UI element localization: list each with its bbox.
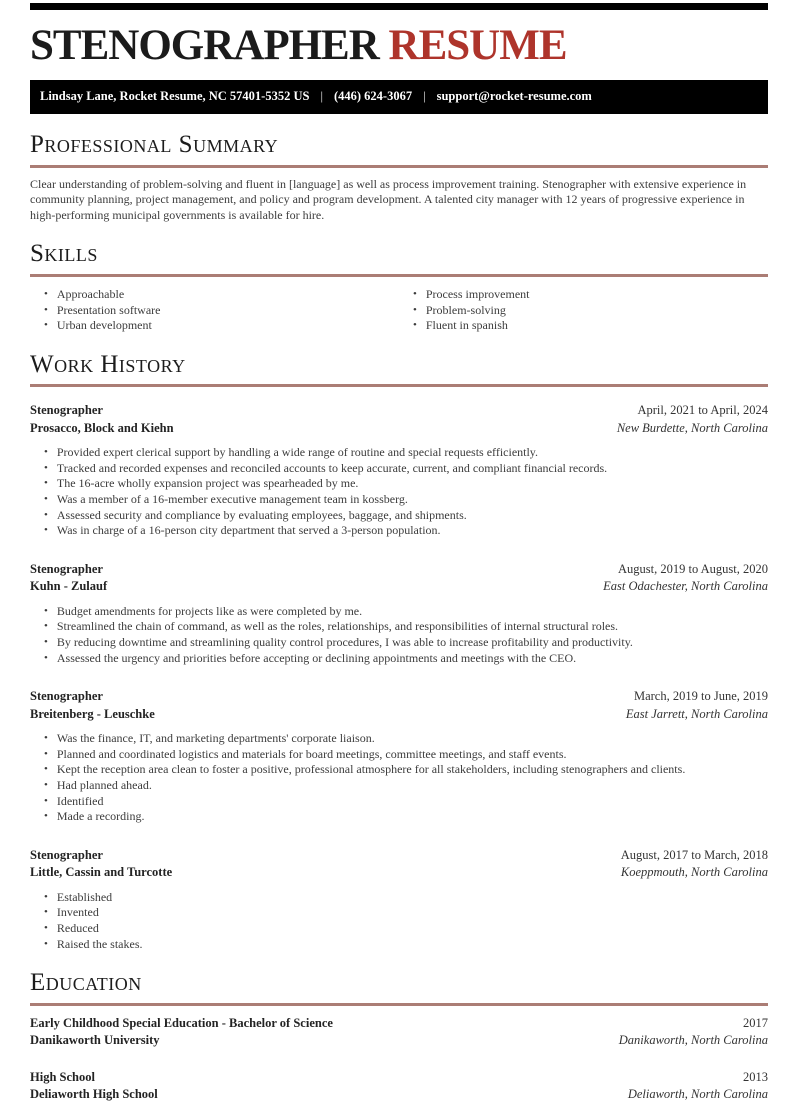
job-bullet-text: Kept the reception area clean to foster a positive, professional atmosphere for all stakeholders, including stenographers and clients. <box>56 762 686 777</box>
job-title-row <box>30 561 768 579</box>
skill-item <box>399 287 768 303</box>
bullet-dot-icon: • <box>44 763 48 776</box>
job-bullet <box>30 905 768 921</box>
job-bullet-text: By reducing downtime and streamlining quality control procedures, I was able to increase profitability and productivity. <box>56 634 633 649</box>
job-bullet <box>30 937 768 953</box>
job-title: Stenographer <box>30 561 103 576</box>
job-bullet-text: Budget amendments for projects like as were completed by me. <box>56 603 363 618</box>
education-degree: High School <box>30 1069 95 1084</box>
job-bullet-text: Had planned ahead. <box>56 777 152 792</box>
skills-column-right <box>399 287 768 334</box>
job-company-row <box>30 420 768 438</box>
bullet-dot-icon: • <box>413 303 417 316</box>
job-bullet-text: Raised the stakes. <box>56 936 143 951</box>
skill-item <box>30 303 399 319</box>
job-title: Stenographer <box>30 847 103 862</box>
job-bullet <box>30 619 768 635</box>
education-school: Danikaworth University <box>30 1033 160 1048</box>
skill-label: Problem-solving <box>425 302 506 317</box>
job-bullet-text: Was a member of a 16-member executive management team in kossberg. <box>56 492 408 506</box>
job-bullet-text: Streamlined the chain of command, as well as the roles, relationships, and responsibilities of internal structural roles. <box>56 619 619 634</box>
job-bullet <box>30 445 768 461</box>
education-school: Deliaworth High School <box>30 1087 158 1102</box>
job-bullet-text: The 16-acre wholly expansion project was spearheaded by me. <box>56 476 359 491</box>
skills-column-left <box>30 287 399 334</box>
education-degree-row <box>30 1015 768 1033</box>
contact-bar <box>30 80 768 114</box>
job-bullet <box>30 651 768 667</box>
bullet-dot-icon: • <box>44 461 48 474</box>
section-heading-summary: Professional Summary <box>30 131 279 159</box>
section-education <box>30 969 768 1104</box>
skill-label: Approachable <box>56 286 125 301</box>
job-dates: March, 2019 to June, 2019 <box>633 689 768 704</box>
bullet-dot-icon: • <box>44 493 48 505</box>
job-title: Stenographer <box>30 689 103 704</box>
bullet-dot-icon: • <box>44 890 48 903</box>
bullet-dot-icon: • <box>44 778 48 791</box>
job-company: Prosacco, Block and Kiehn <box>30 420 174 435</box>
contact-phone: (446) 624-3067 <box>333 89 413 104</box>
job-dates: August, 2017 to March, 2018 <box>620 847 768 862</box>
bullet-dot-icon: • <box>44 651 48 664</box>
bullet-dot-icon: • <box>413 287 417 300</box>
job-bullet-text: Assessed security and compliance by evaluating employees, baggage, and shipments. <box>56 507 467 522</box>
bullet-dot-icon: • <box>413 319 417 332</box>
job-bullet-text: Established <box>56 889 113 904</box>
job-location: Koeppmouth, North Carolina <box>620 865 768 880</box>
job-bullet <box>30 523 768 539</box>
job-bullet <box>30 731 768 747</box>
education-location: Deliaworth, North Carolina <box>627 1087 768 1102</box>
bullet-dot-icon: • <box>44 921 48 934</box>
job-location: East Jarrett, North Carolina <box>625 706 768 721</box>
job-bullet-list <box>30 731 768 825</box>
job-bullet <box>30 604 768 620</box>
job-company: Breitenberg - Leuschke <box>30 706 155 721</box>
job-company-row <box>30 578 768 596</box>
job-company-row <box>30 706 768 724</box>
job-bullet-text: Reduced <box>56 920 99 935</box>
job-dates: August, 2019 to August, 2020 <box>617 561 768 576</box>
education-year: 2013 <box>743 1069 768 1084</box>
bullet-dot-icon: • <box>44 635 48 648</box>
bullet-dot-icon: • <box>44 604 48 617</box>
job-title-row <box>30 688 768 706</box>
education-entry <box>30 1015 768 1050</box>
section-work-history <box>30 351 768 952</box>
section-rule <box>30 165 768 168</box>
job-bullet-text: Made a recording. <box>56 809 145 824</box>
job-title-row <box>30 847 768 865</box>
job-bullet <box>30 762 768 778</box>
job-title-row <box>30 402 768 420</box>
job-entry <box>30 688 768 825</box>
job-entry <box>30 847 768 952</box>
job-company-row <box>30 864 768 882</box>
job-bullet-list <box>30 445 768 539</box>
bullet-dot-icon: • <box>44 620 48 633</box>
section-rule <box>30 384 768 387</box>
bullet-dot-icon: • <box>44 446 48 459</box>
separator: | <box>320 89 323 104</box>
section-heading-skills: Skills <box>30 240 98 268</box>
education-degree: Early Childhood Special Education - Bachelor of Science <box>30 1015 333 1030</box>
job-entry <box>30 402 768 539</box>
title-primary: STENOGRAPHER <box>30 22 379 69</box>
page-title <box>30 23 768 69</box>
contact-email: support@rocket-resume.com <box>436 89 592 104</box>
bullet-dot-icon: • <box>44 906 48 919</box>
job-company: Little, Cassin and Turcotte <box>30 865 173 880</box>
job-bullet-text: Assessed the urgency and priorities before accepting or declining appointments and meetings with the CEO. <box>56 650 577 665</box>
job-title: Stenographer <box>30 403 103 418</box>
bullet-dot-icon: • <box>44 477 48 490</box>
education-entry <box>30 1069 768 1104</box>
top-accent-bar <box>30 3 768 10</box>
bullet-dot-icon: • <box>44 794 48 807</box>
bullet-dot-icon: • <box>44 303 48 316</box>
section-heading-work: Work History <box>30 350 186 378</box>
section-skills <box>30 240 768 333</box>
job-bullet <box>30 461 768 477</box>
job-entry <box>30 561 768 666</box>
job-bullet-text: Tracked and recorded expenses and reconciled accounts to keep accurate, current, and compliant financial records. <box>56 460 608 475</box>
job-bullet <box>30 794 768 810</box>
section-heading-education: Education <box>30 969 142 997</box>
skill-item <box>30 318 399 334</box>
bullet-dot-icon: • <box>44 508 48 521</box>
separator: | <box>423 89 426 104</box>
bullet-dot-icon: • <box>44 937 48 950</box>
education-location: Danikaworth, North Carolina <box>618 1033 768 1048</box>
job-bullet <box>30 492 768 508</box>
section-professional-summary <box>30 131 768 223</box>
education-year: 2017 <box>743 1015 768 1030</box>
job-bullet-text: Identified <box>56 793 104 808</box>
job-bullet-text: Invented <box>56 905 99 920</box>
skills-columns <box>30 287 768 334</box>
education-school-row <box>30 1086 768 1104</box>
resume-page <box>0 3 800 1104</box>
bullet-dot-icon: • <box>44 319 48 332</box>
skill-item <box>30 287 399 303</box>
job-location: East Odachester, North Carolina <box>603 579 768 594</box>
job-bullet <box>30 747 768 763</box>
job-company: Kuhn - Zulauf <box>30 579 108 594</box>
job-bullet <box>30 809 768 825</box>
job-location: New Burdette, North Carolina <box>616 420 768 435</box>
education-degree-row <box>30 1069 768 1087</box>
bullet-dot-icon: • <box>44 287 48 300</box>
job-bullet <box>30 778 768 794</box>
section-rule <box>30 1003 768 1006</box>
job-bullet <box>30 476 768 492</box>
skill-item <box>399 318 768 334</box>
job-bullet-list <box>30 890 768 952</box>
job-bullet <box>30 635 768 651</box>
contact-address: Lindsay Lane, Rocket Resume, NC 57401-5352 US <box>40 89 310 104</box>
title-accent: RESUME <box>388 22 567 69</box>
skill-item <box>399 303 768 319</box>
job-bullet <box>30 921 768 937</box>
job-bullet-text: Provided expert clerical support by handling a wide range of routine and special requests efficiently. <box>56 445 539 460</box>
skill-label: Urban development <box>56 318 152 333</box>
bullet-dot-icon: • <box>44 747 48 760</box>
job-bullet <box>30 890 768 906</box>
job-bullet-list <box>30 604 768 666</box>
job-bullet-text: Was the finance, IT, and marketing departments' corporate liaison. <box>56 731 375 746</box>
skill-label: Process improvement <box>425 286 530 301</box>
job-bullet-text: Was in charge of a 16-person city department that served a 3-person population. <box>56 523 441 538</box>
skill-label: Presentation software <box>56 302 161 317</box>
job-bullet <box>30 508 768 524</box>
bullet-dot-icon: • <box>44 810 48 823</box>
bullet-dot-icon: • <box>44 732 48 745</box>
section-rule <box>30 274 768 277</box>
job-dates: April, 2021 to April, 2024 <box>637 403 768 418</box>
skill-label: Fluent in spanish <box>425 318 508 333</box>
bullet-dot-icon: • <box>44 524 48 537</box>
job-bullet-text: Planned and coordinated logistics and materials for board meetings, committee meetings, and staff events. <box>56 746 567 761</box>
summary-text: Clear understanding of problem-solving and fluent in [language] as well as process improvement training. Stenographer with extensive experience in community planning, project management, and policy and program development. A talented city manager with 12 years of progressive experience in high-performing municipal governments is available for hire. <box>30 176 747 222</box>
